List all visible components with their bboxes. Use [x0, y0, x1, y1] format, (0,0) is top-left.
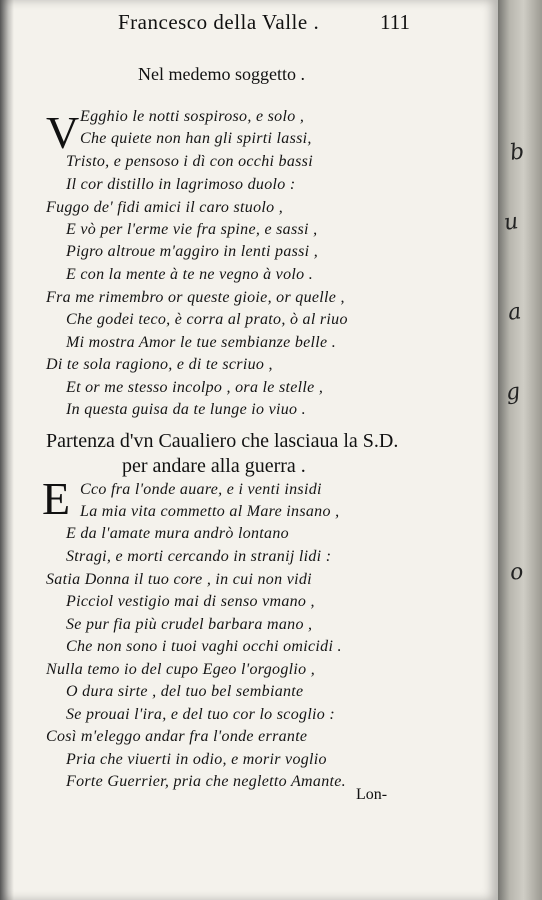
running-title: Francesco della Valle .: [118, 10, 320, 34]
poem-title: Partenza d'vn Caualiero che lasciaua la S.D.: [46, 430, 399, 452]
verse-line: Nulla temo io del cupo Egeo l'orgoglio ,: [46, 661, 316, 678]
adjacent-page-edge: [496, 0, 542, 900]
verse-line: Egghio le notti sospiroso, e solo ,: [80, 108, 305, 125]
verse-line: Il cor distillo in lagrimoso duolo :: [66, 176, 296, 193]
verse-line: Che godei teco, è corra al prato, ò al riuo: [66, 311, 348, 328]
verse-line: Che non sono i tuoi vaghi occhi omicidi .: [66, 638, 342, 655]
poem-title: Nel medemo soggetto .: [138, 64, 305, 84]
drop-capital: E: [42, 473, 71, 524]
ink-mark: g: [504, 379, 522, 406]
verse-line: Così m'eleggo andar fra l'onde errante: [46, 728, 308, 745]
verse-line: O dura sirte , del tuo bel sembiante: [66, 683, 304, 700]
verse-line: Forte Guerrier, pria che negletto Amante.: [66, 773, 346, 790]
page-number: 111: [380, 10, 410, 34]
verse-line: Pria che viuerti in odio, e morir voglio: [66, 751, 327, 768]
binding-shadow: [0, 0, 14, 900]
verse-line: Stragi, e morti cercando in stranij lidi :: [66, 548, 332, 565]
verse-line: E da l'amate mura andrò lontano: [66, 525, 289, 542]
verse-line: Satia Donna il tuo core , in cui non vidi: [46, 571, 312, 588]
verse-line: Tristo, e pensoso i dì con occhi bassi: [66, 153, 313, 170]
verse-line: Picciol vestigio mai di senso vmano ,: [66, 593, 315, 610]
verse-line: Se pur fia più crudel barbara mano ,: [66, 616, 313, 633]
drop-capital: V: [46, 107, 80, 158]
verse-line: E vò per l'erme vie fra spine, e sassi ,: [66, 221, 318, 238]
ink-mark: b: [508, 139, 526, 166]
verse-line: Cco fra l'onde auare, e i venti insidi: [80, 481, 322, 498]
verse-line: Mi mostra Amor le tue sembianze belle .: [66, 334, 337, 351]
verse-line: Fuggo de' fidi amici il caro stuolo ,: [46, 199, 284, 216]
verse-line: E con la mente à te ne vegno à volo .: [66, 266, 314, 283]
ink-mark: u: [502, 209, 520, 236]
verse-line: La mia vita commetto al Mare insano ,: [80, 503, 340, 520]
verse-line: Fra me rimembro or queste gioie, or quelle ,: [46, 289, 345, 306]
poem-title-continued: per andare alla guerra .: [122, 455, 306, 477]
ink-mark: o: [508, 559, 525, 586]
verse-line: Pigro altroue m'aggiro in lenti passi ,: [66, 243, 319, 260]
ink-mark: a: [506, 299, 523, 326]
verse-line: Che quiete non han gli spirti lassi,: [80, 130, 312, 147]
verse-line: In questa guisa da te lunge io viuo .: [66, 401, 306, 418]
verse-line: Di te sola ragiono, e di te scriuo ,: [46, 356, 273, 373]
verse-line: Et or me stesso incolpo , ora le stelle ,: [66, 379, 324, 396]
catchword: Lon-: [356, 786, 388, 803]
verse-line: Se prouai l'ira, e del tuo cor lo scoglio :: [66, 706, 336, 723]
